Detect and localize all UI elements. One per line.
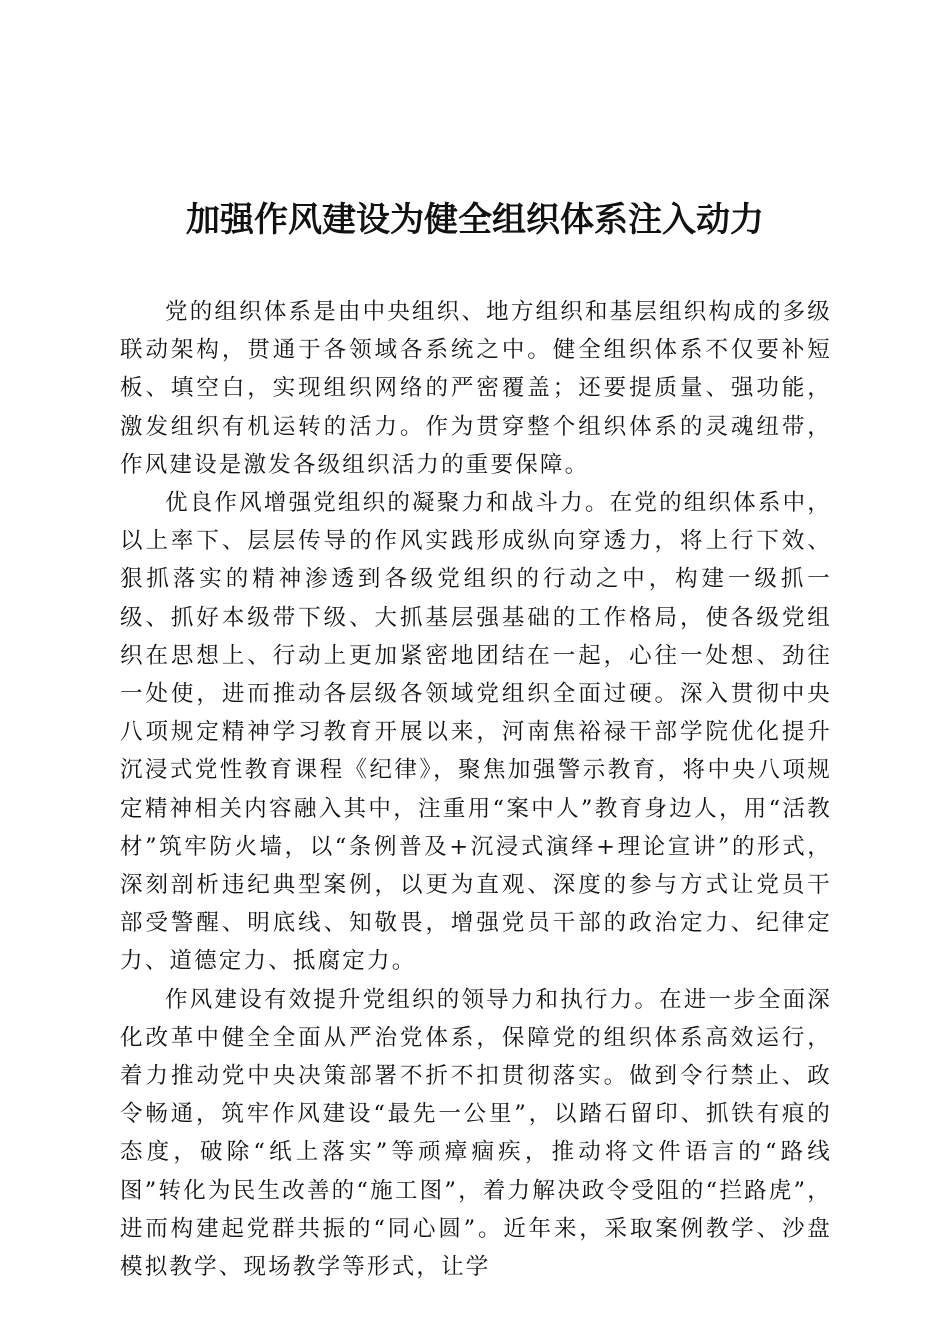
document-body (120, 293, 832, 1286)
paragraph-2: 优良作风增强党组织的凝聚力和战斗力。在党的组织体系中，以上率下、层层传导的作风实践形成纵向穿透力，将上行下效、狠抓落实的精神渗透到各级党组织的行动之中，构建一级抓一级、抓好本级带下级、大抓基层强基础的工作格局，使各级党组织在思想上、行动上更加紧密地团结在一起，心往一处想、劲往一处使，进而推动各层级各领域党组织全面过硬。深入贯彻中央八项规定精神学习教育开展以来，河南焦裕禄干部学院优化提升沉浸式党性教育课程《纪律》，聚焦加强警示教育，将中央八项规定精神相关内容融入其中，注重用“案中人”教育身边人，用“活教材”筑牢防火墙，以“条例普及+沉浸式演绎+理论宣讲”的形式，深刻剖析违纪典型案例，以更为直观、深度的参与方式让党员干部受警醒、明底线、知敬畏，增强党员干部的政治定力、纪律定力、道德定力、抵腐定力。 (120, 490, 832, 975)
paragraph-1: 党的组织体系是由中央组织、地方组织和基层组织构成的多级联动架构，贯通于各领域各系统之中。健全组织体系不仅要补短板、填空白，实现组织网络的严密覆盖；还要提质量、强功能，激发组织有机运转的活力。作为贯穿整个组织体系的灵魂纽带，作风建设是激发各级组织活力的重要保障。 (120, 299, 832, 478)
document-title: 加强作风建设为健全组织体系注入动力 (186, 200, 764, 240)
paragraph-3: 作风建设有效提升党组织的领导力和执行力。在进一步全面深化改革中健全全面从严治党体系，保障党的组织体系高效运行，着力推动党中央决策部署不折不扣贯彻落实。做到令行禁止、政令畅通，筑牢作风建设“最先一公里”，以踏石留印、抓铁有痕的态度，破除“纸上落实”等顽瘴痼疾，推动将文件语言的“路线图”转化为民生改善的“施工图”，着力解决政令受阻的“拦路虎”，进而构建起党群共振的“同心圆”。近年来，采取案例教学、沙盘模拟教学、现场教学等形式，让学 (120, 986, 832, 1281)
